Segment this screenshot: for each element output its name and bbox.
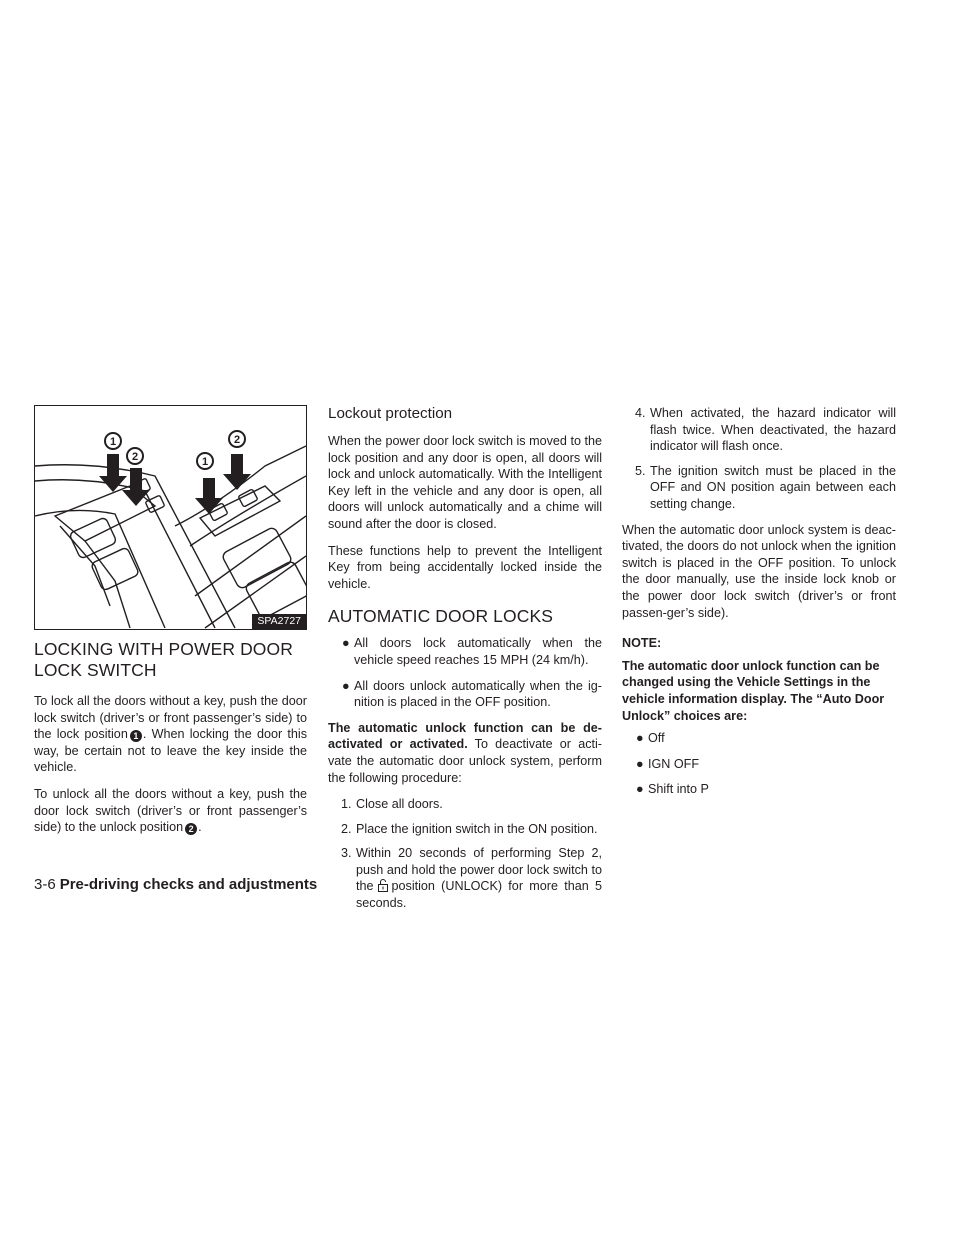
list-item: ● All doors unlock automatically when the ig-nition is placed in the OFF position. [342,678,602,710]
page-footer [34,876,317,894]
list-item: 4. When activated, the hazard indicator will flash twice. When deactivated, the hazard indicator will flash once. [635,406,896,454]
list-item: 5. The ignition switch must be placed in the OFF and ON position again between each setting change. [635,463,896,511]
unlock-icon [377,879,389,892]
bullet-icon: ● [636,756,644,771]
unlock-paragraph: To unlock all the doors without a key, push the door lock switch (driver’s or front passenger’s side) to the unlock position 2 . [34,786,307,835]
section-title: Pre-driving checks and adjustments [59,876,318,893]
right-column [622,405,896,807]
note-label: NOTE: [622,636,662,651]
lockout-protection-heading: Lockout protection [328,405,453,422]
callout-2-icon: 2 [185,823,197,835]
bullet-icon: ● [342,678,350,693]
callout-1-right: 1 [201,456,209,468]
automatic-door-locks-heading: AUTOMATIC DOOR LOCKS [328,606,553,627]
note-text: The automatic door unlock function can be changed using the Vehicle Settings in the vehicle information display. The “Auto Door Unlock” choices are: [622,658,885,723]
callout-2-right: 2 [233,434,241,446]
auto-lock-bullets [328,635,602,710]
door-lock-switch-illustration [35,406,306,629]
page-number: 3-6 [34,876,56,893]
procedure-steps-continued [622,405,896,513]
bullet-icon: ● [342,636,350,651]
list-item: ● Off [636,731,665,746]
lock-paragraph: To lock all the doors without a key, push the door lock switch (driver’s or front passenger’s side) to the lock position 1 . When locking the door this way, be certain not to leave the key inside the vehicle. [34,694,308,775]
list-item: 2. Place the ignition switch in the ON position. [341,821,598,836]
auto-door-unlock-choices [622,730,896,798]
list-item: ● All doors lock automatically when the vehicle speed reaches 15 MPH (24 km/h). [342,636,602,667]
lockout-paragraph-2: These functions help to prevent the Intelligent Key from being accidentally locked inside the vehicle. [328,543,602,591]
left-column [34,405,307,846]
figure-id: SPA2727 [252,614,306,629]
list-item: ● IGN OFF [636,756,700,771]
deactivated-paragraph: When the automatic door unlock system is deac-tivated, the doors do not unlock when the ignition switch is placed in the OFF position. To unlock the door manually, use the inside lock knob or the power door lock switch (driver’s or front passen-ger’s side). [622,522,896,620]
section-heading-power-door-lock: LOCKING WITH POWER DOOR LOCK SWITCH [34,639,293,680]
list-item: ● Shift into P [636,782,709,797]
callout-2-left: 2 [131,451,139,463]
list-item: 3. Within 20 seconds of performing Step 2, push and hold the power door lock switch to the position (UNLOCK) for more than 5 seconds. [341,846,602,911]
deactivate-paragraph: The automatic unlock function can be de-activated or activated. To deactivate or acti-vate the automatic door unlock system, perform the following procedure: [328,720,602,785]
procedure-steps [328,796,602,912]
middle-column [328,404,602,921]
bullet-icon: ● [636,782,644,797]
list-item: 1. Close all doors. [341,797,443,812]
door-lock-switch-figure [34,405,307,630]
lockout-paragraph: When the power door lock switch is moved to the lock position and any door is open, all doors will lock and unlock automatically. With the Intelligent Key left in the vehicle and any door is open, all doors will unlock automatically and a chime will sound after the door is closed. [328,434,602,531]
callout-1-left: 1 [109,436,117,448]
callout-1-icon: 1 [130,730,142,742]
bullet-icon: ● [636,731,644,746]
